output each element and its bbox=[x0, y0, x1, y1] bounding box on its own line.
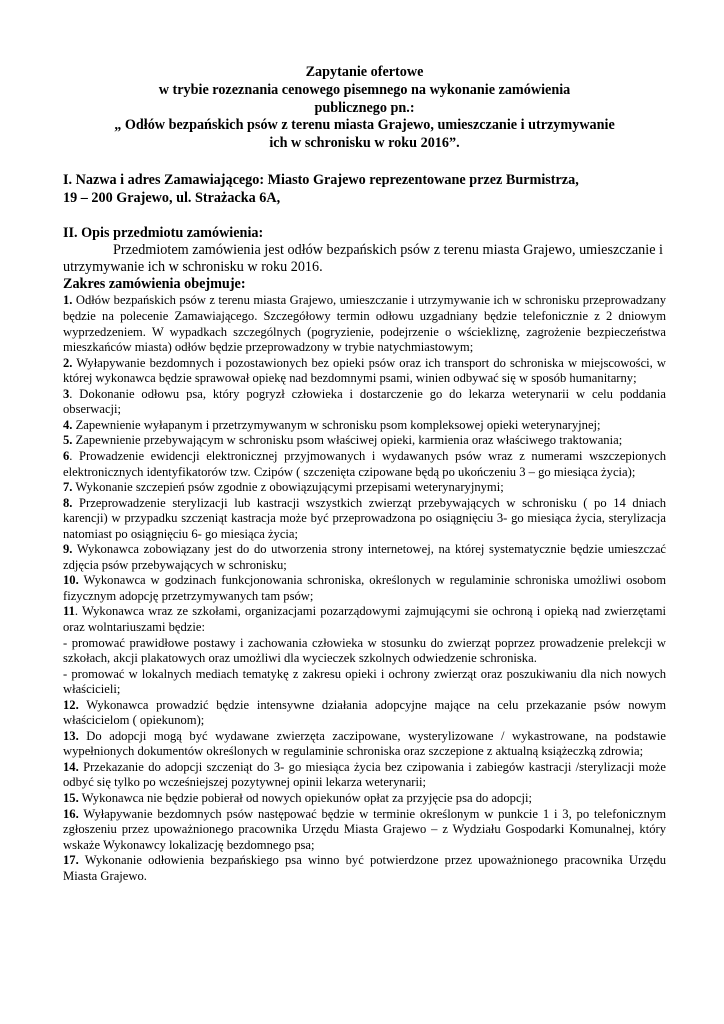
item-number: 1. bbox=[63, 293, 73, 308]
list-item bbox=[63, 604, 666, 635]
title-line: ich w schronisku w roku 2016”. bbox=[269, 135, 460, 152]
item-number: 9. bbox=[63, 542, 73, 557]
item-number: 4. bbox=[63, 417, 73, 432]
list-item bbox=[63, 636, 666, 667]
item-number: 10. bbox=[63, 573, 79, 588]
item-number: 15. bbox=[63, 790, 79, 805]
item-number: 16. bbox=[63, 806, 79, 821]
list-item bbox=[63, 449, 666, 480]
section1-line: 19 – 200 Grajewo, ul. Strażacka 6A, bbox=[63, 190, 281, 207]
item-number: 12. bbox=[63, 697, 79, 712]
list-item bbox=[63, 480, 666, 496]
title-line: publicznego pn.: bbox=[314, 99, 415, 116]
item-text: Odłów bezpańskich psów z terenu miasta Grajewo, umieszczanie i utrzymywanie ich w schronisku przeprowadzany będzie na polecenie Zamawiającego. Szczegółowy termin odłowu uzgadniany będzie telefonicznie z 2 dniowym wyprzedzeniem. W wypadkach szczególnych (pogryzienie, podejrzenie o wściekliznę, zagrożenie bezpieczeństwa mieszkańców miasta) odłów będzie przeprowadzony w trybie natychmiastowym; bbox=[63, 293, 666, 355]
item-text: Wykonanie szczepień psów zgodnie z obowiązującymi przepisami weterynaryjnymi; bbox=[72, 480, 504, 495]
item-number: 17. bbox=[63, 853, 79, 868]
list-item bbox=[63, 667, 666, 698]
item-number: 11 bbox=[63, 604, 75, 619]
scope-list bbox=[63, 293, 666, 884]
item-text: . Wykonawca wraz ze szkołami, organizacjami pozarządowymi zajmującymi sie ochroną i opieką nad zwierzętami oraz wolntariuszami będzie: bbox=[63, 604, 666, 634]
item-text: Wyłapywanie bezdomnych psów następować będzie w terminie określonym w punkcie 1 i 3, po telefonicznym zgłoszeniu przez upoważnionego pracownika Urzędu Miasta Grajewo – z Wydziału Gospodarki Komunalnej, który wskaże Wykonawcy lokalizację bezdomnego psa; bbox=[63, 806, 666, 852]
item-number: 14. bbox=[63, 759, 79, 774]
title-line: Zapytanie ofertowe bbox=[305, 64, 424, 80]
list-item bbox=[63, 853, 666, 884]
list-item bbox=[63, 542, 666, 573]
item-number: 6 bbox=[63, 448, 70, 463]
list-item bbox=[63, 807, 666, 854]
list-item bbox=[63, 760, 666, 791]
list-item bbox=[63, 387, 666, 418]
contracting-authority-section bbox=[63, 171, 666, 208]
title-line: w trybie rozeznania cenowego pisemnego na wykonanie zamówienia bbox=[158, 81, 571, 98]
item-text: Do adopcji mogą być wydawane zwierzęta zaczipowane, wysterylizowane / wykastrowane, na podstawie wypełnionych dokumentów określonych w regulaminie schroniska oraz szczepione z aktualną książeczką zdrowia; bbox=[63, 728, 666, 759]
item-text: . Prowadzenie ewidencji elektronicznej przyjmowanych i wydawanych psów wraz z numerami wszczepionych elektronicznych identyfikatorów tzw. Czipów ( szczenięta czipowane będą po ukończeniu 3 – go miesiąca życia); bbox=[63, 448, 666, 479]
section2-heading: II. Opis przedmiotu zamówienia: bbox=[63, 224, 264, 241]
item-text: Przeprowadzenie sterylizacji lub kastracji wszystkich zwierząt przebywających w schronisku ( po 14 dniach karencji) w przypadku szczeniąt kastracja może być przeprowadzona po osiągnięciu 3- go miesiąca życia, sterylizacja natomiast po osiągnięciu 6- go miesiąca życia; bbox=[63, 495, 666, 541]
item-text: Wykonawca w godzinach funkcjonowania schroniska, określonych w regulaminie schroniska umożliwi osobom fizycznym adopcję przetrzymywanych tam psów; bbox=[63, 573, 666, 603]
list-item bbox=[63, 356, 666, 387]
section2-intro: Przedmiotem zamówienia jest odłów bezpańskich psów z terenu miasta Grajewo, umieszczanie i utrzymywanie ich w schronisku w roku 2016. bbox=[63, 242, 663, 276]
item-text: . Dokonanie odłowu psa, który pogryzł człowieka i dostarczenie go do lekarza weterynarii w celu poddania obserwacji; bbox=[63, 386, 666, 417]
title-line: „ Odłów bezpańskich psów z terenu miasta Grajewo, umieszczanie i utrzymywanie bbox=[114, 117, 615, 134]
list-item bbox=[63, 573, 666, 604]
item-number: 8. bbox=[63, 495, 73, 510]
item-text: Wykonawca zobowiązany jest do do utworzenia strony internetowej, na której systematycznie będzie umieszczać zdjęcia psów przebywających w schronisku; bbox=[63, 542, 666, 572]
list-item bbox=[63, 293, 666, 355]
list-item bbox=[63, 791, 666, 807]
item-text: Wykonawca nie będzie pobierał od nowych opiekunów opłat za przyjęcie psa do adopcji; bbox=[78, 790, 533, 805]
item-text: Przekazanie do adopcji szczeniąt do 3- go miesiąca życia bez czipowania i zabiegów kastracji /sterylizacji może odbyć się tylko po wcześniejszej pozytywnej opinii lekarza weterynarii; bbox=[63, 759, 666, 790]
item-text: - promować prawidłowe postawy i zachowania człowieka w stosunku do zwierząt poprzez prowadzenie prelekcji w szkołach, akcji plakatowych oraz umożliwi dla wycieczek szkolnych odwiedzenie schroniska. bbox=[63, 635, 666, 666]
item-number: 7. bbox=[63, 480, 73, 495]
section1-line: I. Nazwa i adres Zamawiającego: Miasto Grajewo reprezentowane przez Burmistrza, bbox=[63, 171, 579, 188]
item-number: 13. bbox=[63, 728, 79, 743]
item-text: Zapewnienie przebywającym w schronisku psom właściwej opieki, karmienia oraz właściwego traktowania; bbox=[72, 433, 623, 448]
item-text: Zapewnienie wyłapanym i przetrzymywanym w schronisku psom kompleksowej opieki weterynaryjnej; bbox=[72, 417, 601, 432]
item-number: 3 bbox=[63, 386, 70, 401]
document-title bbox=[63, 64, 666, 153]
scope-heading: Zakres zamówienia obejmuje: bbox=[63, 276, 246, 293]
item-number: 5. bbox=[63, 433, 73, 448]
item-text: Wykonanie odłowienia bezpańskiego psa winno być potwierdzone przez upoważnionego pracownika Urzędu Miasta Grajewo. bbox=[63, 853, 666, 883]
list-item bbox=[63, 729, 666, 760]
list-item bbox=[63, 418, 666, 434]
item-text: - promować w lokalnych mediach tematykę z zakresu opieki i ochrony zwierząt oraz poszukiwaniu dla nich nowych właścicieli; bbox=[63, 666, 666, 697]
item-number: 2. bbox=[63, 355, 73, 370]
list-item bbox=[63, 496, 666, 543]
list-item bbox=[63, 433, 666, 449]
list-item bbox=[63, 698, 666, 729]
item-text: Wykonawca prowadzić będzie intensywne działania adopcyjne mające na celu przekazanie psów nowym właścicielom ( opiekunom); bbox=[63, 697, 666, 728]
item-text: Wyłapywanie bezdomnych i pozostawionych bez opieki psów oraz ich transport do schroniska w miejscowości, w której wykonawca będzie sprawował opiekę nad bezdomnymi psami, winien odbywać się w sposób humanitarny; bbox=[63, 355, 666, 386]
